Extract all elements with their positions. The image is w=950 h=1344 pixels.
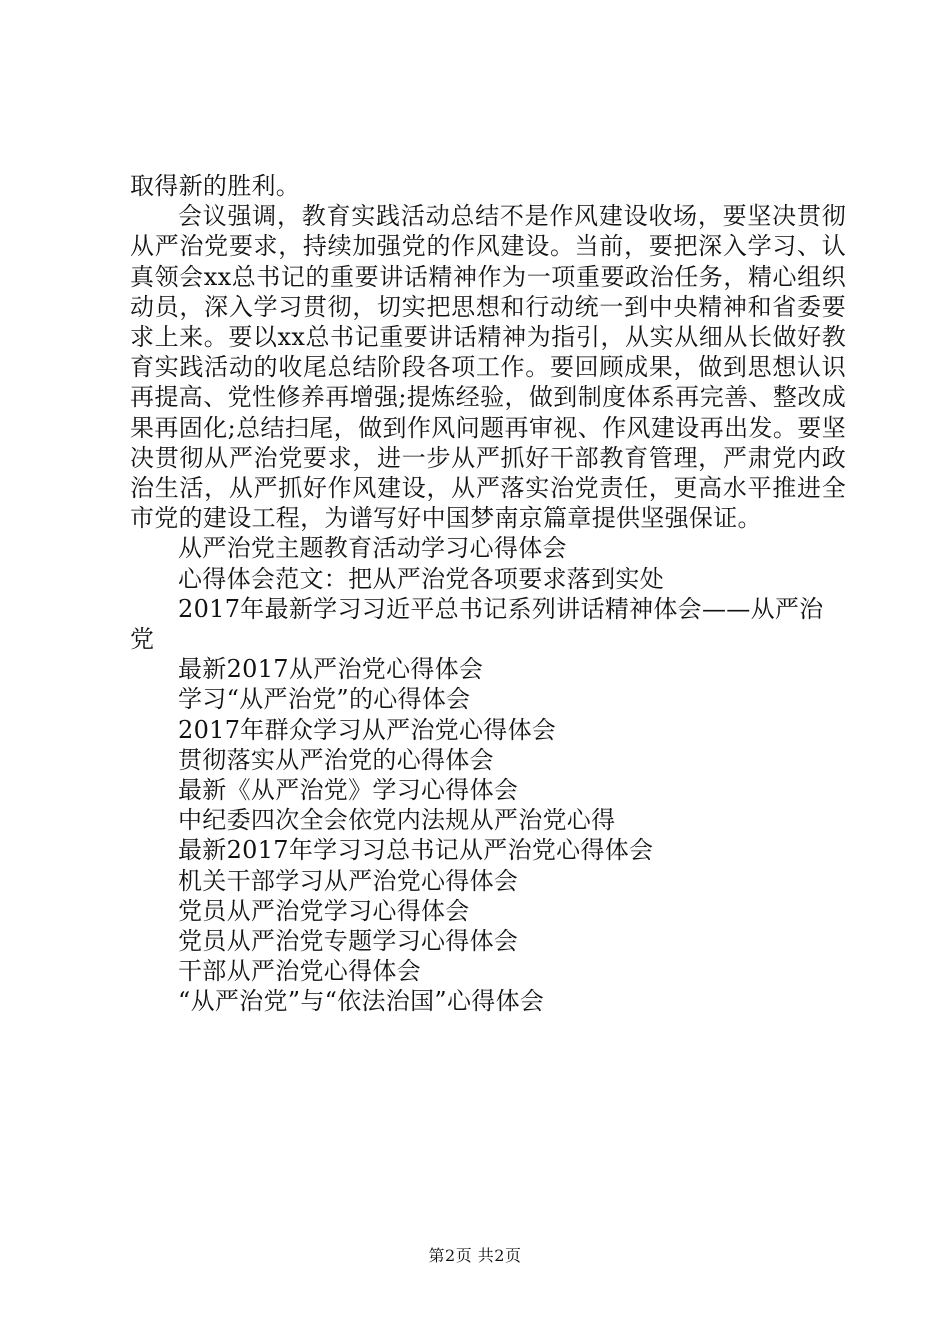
paragraph-meeting-emphasis: 会议强调，教育实践活动总结不是作风建设收场，要坚决贯彻从严治党要求，持续加强党的作风建设。当前，要把深入学习、认真领会xx总书记的重要讲话精神作为一项重要政治任务，精心组织动员，深入学习贯彻，切实把思想和行动统一到中央精神和省委要求上来。要以xx总书记重要讲话精神为指引，从实从细从长做好教育实践活动的收尾总结阶段各项工作。要回顾成果，做到思想认识再提高、党性修养再增强;提炼经验，做到制度体系再完善、整改成果再固化;总结扫尾，做到作风问题再审视、作风建设再出发。要坚决贯彻从严治党要求，进一步从严抓好干部教育管理，严肃党内政治生活，从严抓好作风建设，从严落实治党责任，更高水平推进全市党的建设工程，为谱写好中国梦南京篇章提供坚强保证。 (130, 202, 846, 533)
paragraph-continuation: 取得新的胜利。 (130, 172, 301, 200)
related-titles-list (130, 533, 846, 1016)
list-item: 机关干部学习从严治党心得体会 (178, 866, 519, 895)
list-item: 2017年群众学习从严治党心得体会 (178, 715, 557, 744)
list-item: “从严治党”与“依法治国”心得体会 (178, 987, 545, 1016)
page-number-footer: 第2页 共2页 (428, 1246, 522, 1265)
list-item: 中纪委四次全会依党内法规从严治党心得 (178, 806, 616, 835)
list-item: 贯彻落实从严治党的心得体会 (178, 745, 494, 774)
list-item: 最新2017年学习习总书记从严治党心得体会 (178, 836, 654, 865)
list-item: 2017年最新学习习近平总书记系列讲话精神体会——从严治党 (130, 594, 824, 654)
list-item: 干部从严治党心得体会 (178, 957, 421, 986)
list-item: 党员从严治党学习心得体会 (178, 896, 470, 925)
document-body (130, 171, 846, 1017)
list-item: 学习“从严治党”的心得体会 (178, 685, 471, 714)
list-item: 最新2017从严治党心得体会 (178, 655, 484, 684)
list-item: 从严治党主题教育活动学习心得体会 (178, 534, 567, 563)
list-item: 心得体会范文：把从严治党各项要求落到实处 (178, 564, 664, 593)
list-item: 最新《从严治党》学习心得体会 (178, 776, 519, 805)
list-item: 党员从严治党专题学习心得体会 (178, 927, 519, 956)
